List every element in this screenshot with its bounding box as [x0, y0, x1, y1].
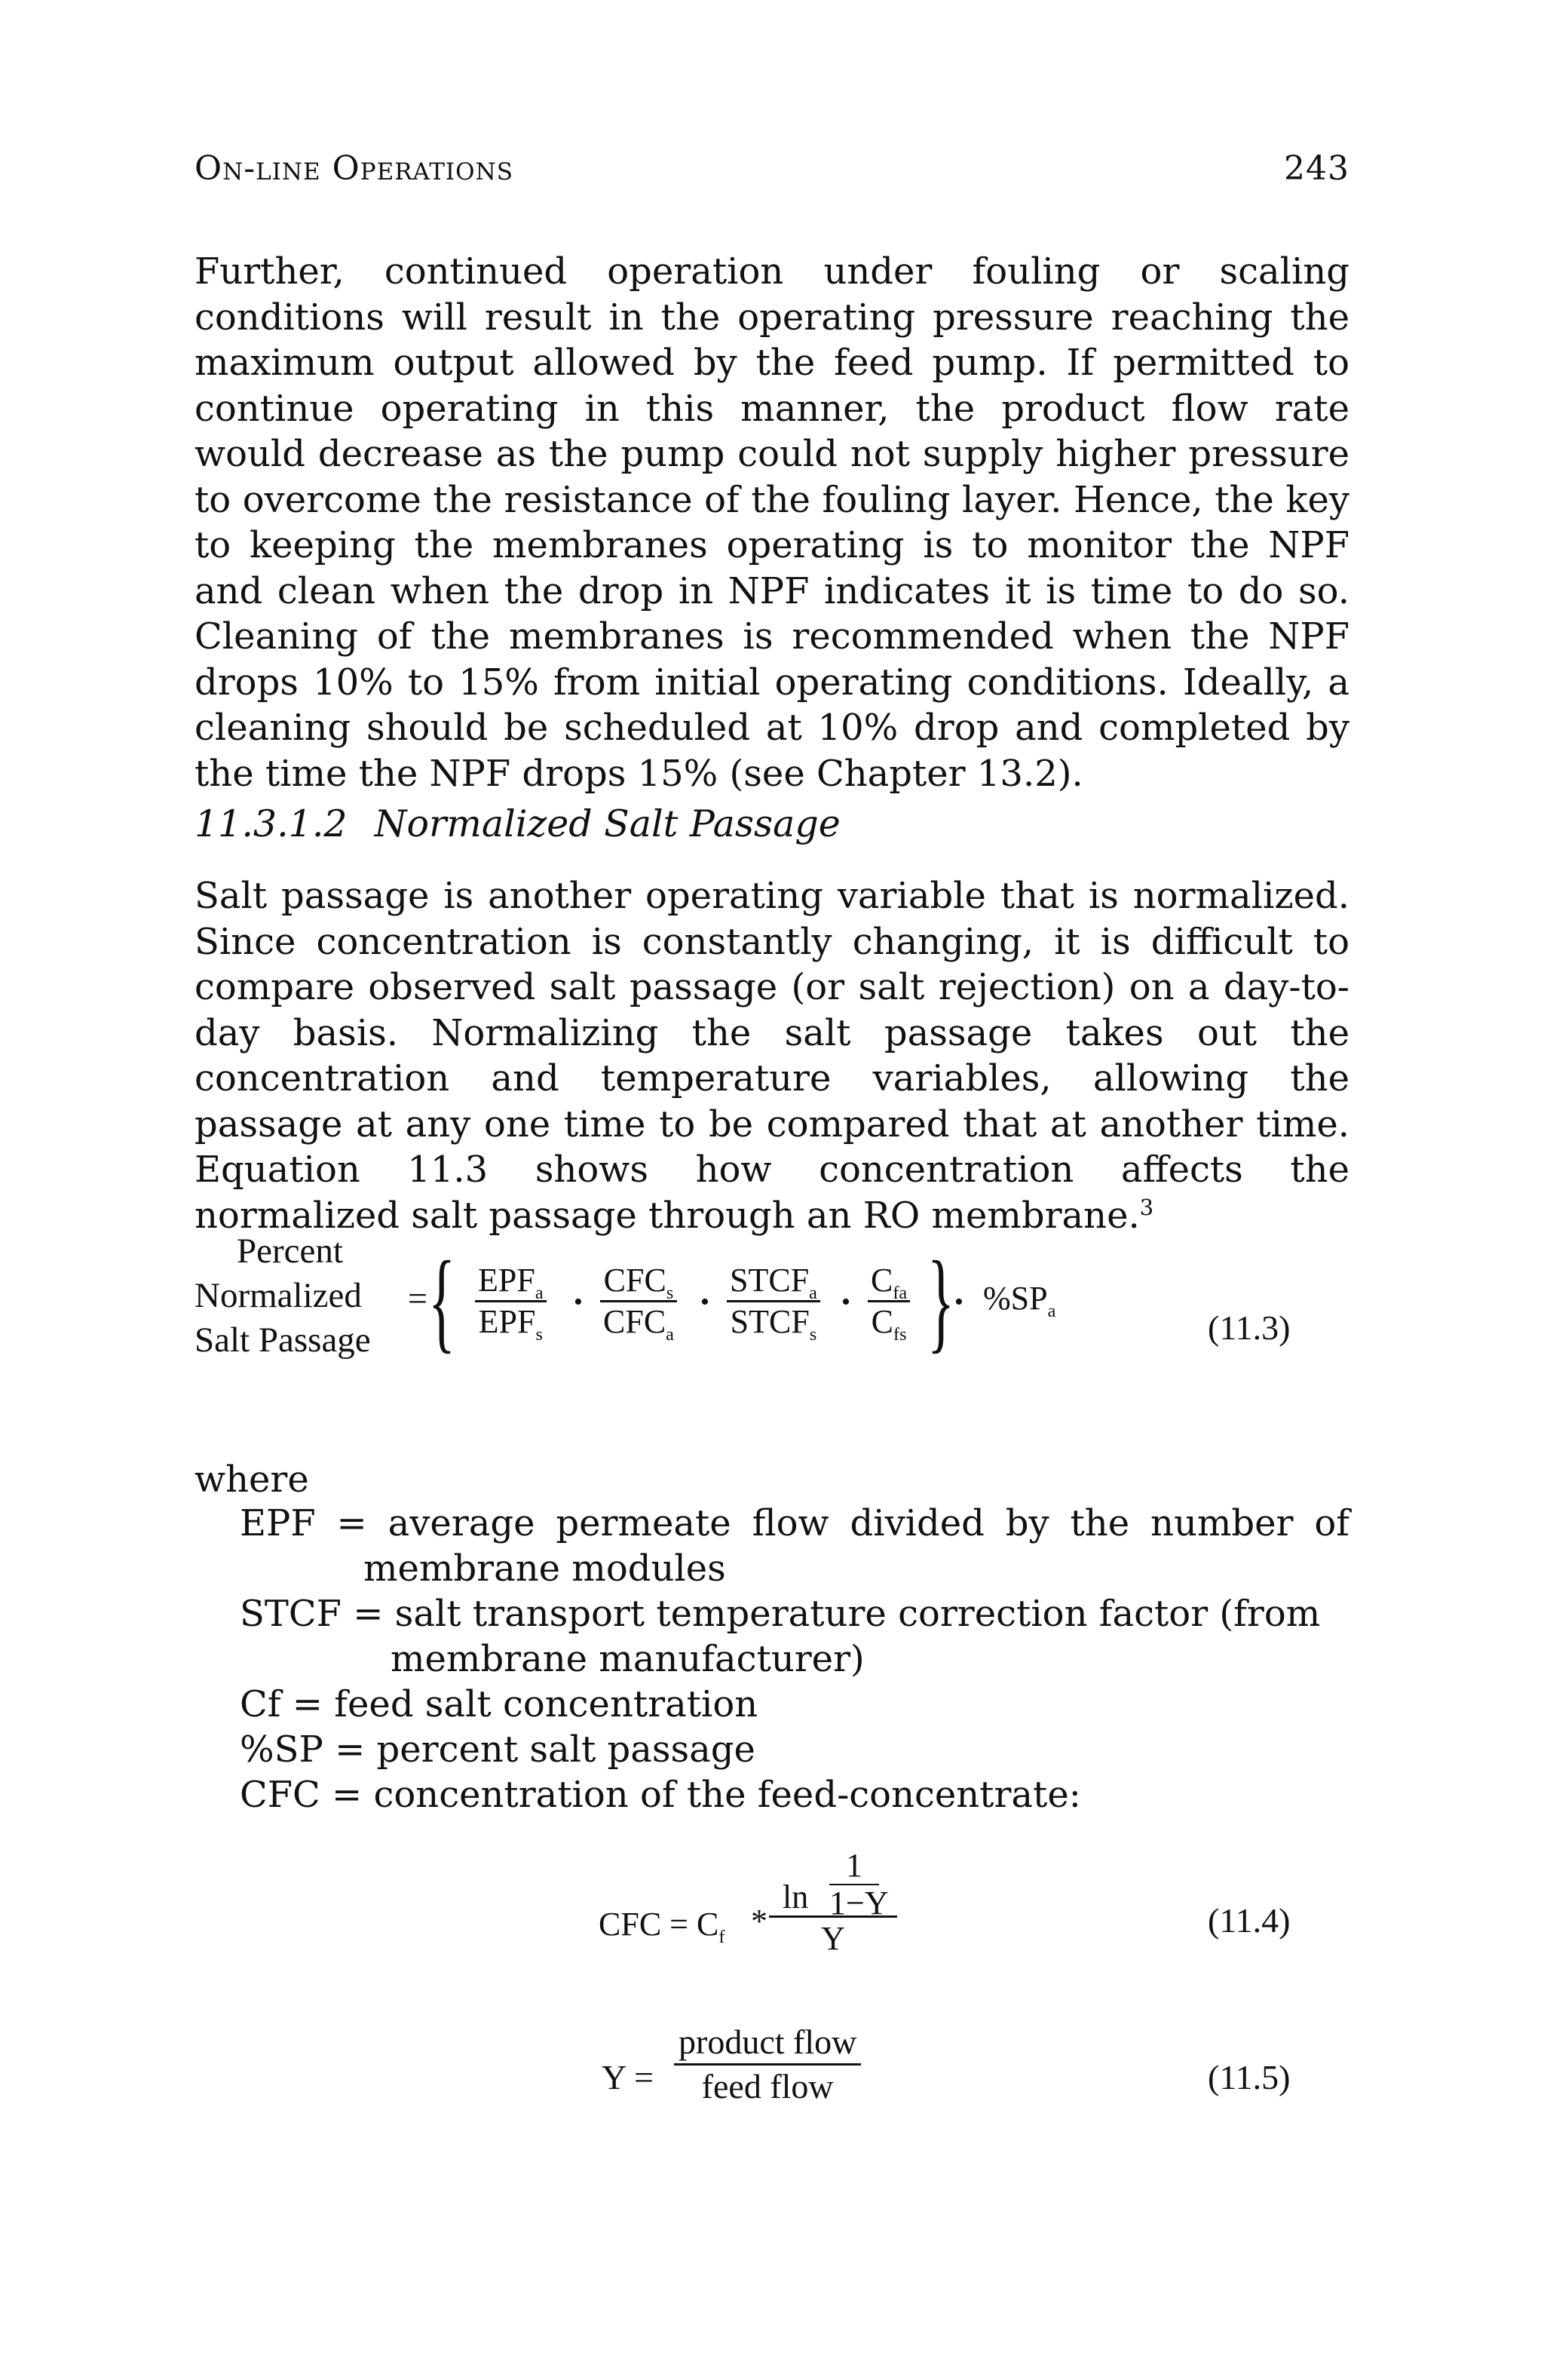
equals-sign: =: [408, 1279, 427, 1317]
definition-list: [240, 1501, 1349, 1817]
fraction-numerator: $STCF_a$: [727, 1261, 820, 1302]
percent-sp: $\%SP_a$: [983, 1280, 1056, 1321]
inner-numerator: 1: [829, 1848, 879, 1885]
multiply-dot-4: •: [954, 1288, 963, 1316]
definition-main-line: CFC = concentration of the feed-concentrate:: [240, 1774, 1081, 1816]
equation-11-4: [195, 1848, 1349, 1983]
outer-denominator: Y: [821, 1920, 845, 1957]
left-brace-icon: {: [428, 1238, 455, 1363]
equation-number: (11.4): [1208, 1901, 1291, 1940]
fraction-stcf: [727, 1261, 820, 1345]
running-title: On-line Operations: [195, 149, 513, 188]
definition-item: [240, 1682, 1349, 1727]
fraction-numerator: product flow: [674, 2021, 861, 2066]
fraction-numerator: $EPF_a$: [475, 1261, 547, 1302]
fraction-denominator: feed flow: [701, 2067, 834, 2106]
y-lhs: Y =: [602, 2058, 654, 2096]
equation-lhs: [195, 1229, 371, 1363]
ln-operator: ln: [783, 1879, 809, 1915]
fraction-epf: [475, 1261, 547, 1345]
fraction-conc: [868, 1261, 910, 1345]
paragraph-salt-passage: [195, 873, 1349, 1238]
equation-number: (11.3): [1208, 1308, 1291, 1347]
where-label: where: [195, 1458, 309, 1501]
multiply-dot-3: •: [841, 1288, 850, 1316]
paragraph-salt-passage-text: Salt passage is another operating variable that is normalized. Since concentration is constantly changing, it is difficult to compare observed salt passage (or salt rejection) on a day-to-day basis. Normalizing the salt passage takes out the concentration and temperature variables, allowing the passage at any one time to be compared that at another time. Equation 11.3 shows how concentration affects the normalized salt passage through an RO membrane.: [195, 875, 1349, 1237]
page-number: 243: [1284, 149, 1349, 188]
outer-fraction-bar: [769, 1915, 897, 1958]
equation-11-3: [195, 1229, 1349, 1403]
definition-item: [240, 1501, 1349, 1591]
definition-main-line: Cf = feed salt concentration: [240, 1683, 758, 1725]
fraction-denominator: $STCF_s$: [730, 1303, 817, 1345]
multiply-star: *: [751, 1903, 767, 1940]
equation-number: (11.5): [1208, 2058, 1291, 2096]
fraction-numerator: $C_{fa}$: [868, 1261, 910, 1302]
section-heading: [195, 802, 841, 845]
fraction-denominator: $CFC_a$: [603, 1303, 674, 1345]
multiply-dot-2: •: [700, 1288, 709, 1316]
definition-main-line: STCF = salt transport temperature correction factor (from: [240, 1593, 1321, 1635]
paragraph-npf-cleaning: Further, continued operation under fouling or scaling conditions will result in the operating pressure reaching the maximum output allowed by the feed pump. If permitted to continue operating in this manner, the product flow rate would decrease as the pump could not supply higher pressure to overcome the resistance of the fouling layer. Hence, the key to keeping the membranes operating is to monitor the NPF and clean when the drop in NPF indicates it is time to do so. Cleaning of the membranes is recommended when the NPF drops 10% to 15% from initial operating conditions. Ideally, a cleaning should be scheduled at 10% drop and completed by the time the NPF drops 15% (see Chapter 13.2).: [195, 250, 1349, 795]
multiply-dot-1: •: [574, 1288, 583, 1316]
cfc-lhs: CFC = $C_f$: [599, 1906, 725, 1947]
definition-continuation: membrane modules: [363, 1547, 726, 1590]
equation-11-5: [195, 2021, 1349, 2127]
fraction-cfc: [600, 1261, 677, 1345]
definition-main-line: EPF = average permeate flow divided by the number of: [240, 1502, 1350, 1544]
lhs-line-3: Salt Passage: [195, 1320, 371, 1360]
section-title: Normalized Salt Passage: [374, 802, 841, 845]
right-brace-icon: }: [927, 1238, 954, 1363]
reference-marker: 3: [1139, 1194, 1154, 1220]
inner-fraction: [829, 1847, 889, 1921]
lhs-line-1: Percent: [237, 1231, 343, 1271]
section-number: 11.3.1.2: [195, 802, 348, 845]
definition-item: [240, 1772, 1349, 1817]
definition-item: [240, 1591, 1349, 1682]
flow-fraction: [674, 2021, 861, 2108]
definition-continuation: membrane manufacturer): [391, 1638, 865, 1680]
definition-main-line: %SP = percent salt passage: [240, 1728, 755, 1771]
inner-denominator: 1−Y: [829, 1885, 889, 1921]
fraction-numerator: $CFC_s$: [600, 1261, 677, 1302]
lhs-line-2: Normalized: [195, 1276, 362, 1315]
fraction-denominator: $C_{fs}$: [871, 1303, 907, 1345]
running-head: [195, 149, 1349, 188]
definition-item: [240, 1727, 1349, 1772]
fraction-denominator: $EPF_s$: [478, 1303, 543, 1345]
